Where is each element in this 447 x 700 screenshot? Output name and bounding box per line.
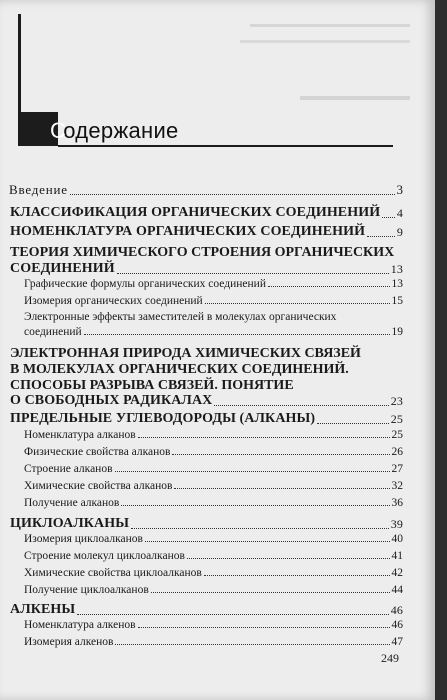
title-first-letter: С: [50, 118, 67, 143]
toc-subtitle: соединений: [24, 326, 82, 338]
toc-page: 46: [390, 603, 403, 617]
leader-dots: [115, 471, 390, 472]
leader-dots: [131, 528, 389, 529]
toc-entry-electronic[interactable]: [10, 393, 403, 409]
toc-subentry[interactable]: [24, 497, 403, 509]
toc-page: 41: [391, 550, 403, 562]
toc-page: 27: [391, 463, 403, 475]
toc-entry-theory[interactable]: [10, 261, 403, 277]
toc-page: 3: [396, 182, 403, 197]
toc-entry-alkanes[interactable]: [10, 411, 403, 427]
toc-entry-nomenclature[interactable]: [10, 224, 403, 240]
leader-dots: [172, 454, 389, 455]
toc-page: 23: [390, 394, 403, 408]
toc-subentry[interactable]: [24, 295, 403, 307]
toc-subtitle: Изомерия органических соединений: [24, 295, 203, 307]
toc-page: 26: [391, 446, 403, 458]
toc-subtitle: Получение циклоалканов: [24, 584, 149, 596]
toc-entry-electronic-line1[interactable]: ЭЛЕКТРОННАЯ ПРИРОДА ХИМИЧЕСКИХ СВЯЗЕЙ: [10, 346, 361, 361]
toc-page: 32: [391, 480, 403, 492]
leader-dots: [138, 437, 390, 438]
leader-dots: [205, 303, 390, 304]
toc-page: 39: [390, 517, 403, 531]
leader-dots: [145, 541, 390, 542]
leader-dots: [174, 488, 389, 489]
toc-subentry[interactable]: [24, 480, 403, 492]
bleed-through-mark: [250, 24, 410, 27]
toc-title: АЛКЕНЫ: [10, 602, 76, 617]
toc-subentry[interactable]: [24, 326, 403, 338]
toc-subtitle: Физические свойства алканов: [24, 446, 171, 458]
title-rest: одержание: [63, 118, 179, 143]
leader-dots: [187, 558, 390, 559]
toc-subtitle: Изомерия алкенов: [24, 636, 114, 648]
leader-dots: [115, 644, 389, 645]
toc-subentry[interactable]: [24, 429, 403, 441]
leader-dots: [84, 334, 390, 335]
toc-subentry-line1[interactable]: Электронные эффекты заместителей в молекулах органических: [24, 311, 337, 323]
leader-dots: [70, 194, 395, 195]
toc-page: 47: [391, 636, 403, 648]
toc-subtitle: Графические формулы органических соединений: [24, 278, 266, 290]
toc-subentry[interactable]: [24, 584, 403, 596]
toc-subtitle: Номенклатура алкенов: [24, 619, 136, 631]
toc-page: 36: [391, 497, 403, 509]
leader-dots: [77, 614, 389, 615]
toc-title: НОМЕНКЛАТУРА ОРГАНИЧЕСКИХ СОЕДИНЕНИЙ: [10, 224, 366, 239]
toc-subtitle: Химические свойства алканов: [24, 480, 173, 492]
bleed-through-mark: [240, 40, 410, 43]
toc-entry-classification[interactable]: [10, 205, 403, 221]
toc-subentry[interactable]: [24, 619, 403, 631]
toc-page: 13: [391, 278, 403, 290]
toc-subtitle: Строение молекул циклоалканов: [24, 550, 185, 562]
toc-subtitle: Строение алканов: [24, 463, 113, 475]
toc-entry-alkenes[interactable]: [10, 602, 403, 618]
toc-subentry[interactable]: [24, 278, 403, 290]
toc-subtitle: Номенклатура алканов: [24, 429, 136, 441]
toc-page: 9: [396, 225, 403, 239]
toc-subtitle: Изомерия циклоалканов: [24, 533, 143, 545]
toc-subentry[interactable]: [24, 533, 403, 545]
toc-entry-intro[interactable]: [9, 182, 403, 198]
toc-page: 13: [390, 262, 403, 276]
toc-page: 25: [391, 429, 403, 441]
header-underline: [58, 145, 393, 147]
toc-page: 44: [391, 584, 403, 596]
page-title: [47, 118, 179, 144]
toc-subentry[interactable]: [24, 567, 403, 579]
bleed-through-mark: [300, 96, 410, 100]
leader-dots: [214, 405, 388, 406]
leader-dots: [367, 236, 395, 237]
toc-entry-theory-line1[interactable]: ТЕОРИЯ ХИМИЧЕСКОГО СТРОЕНИЯ ОРГАНИЧЕСКИХ: [10, 245, 395, 260]
toc-subtitle: Получение алканов: [24, 497, 120, 509]
toc-subentry[interactable]: [24, 463, 403, 475]
toc-subentry[interactable]: [24, 446, 403, 458]
leader-dots: [138, 627, 390, 628]
toc-entry-electronic-line3[interactable]: СПОСОБЫ РАЗРЫВА СВЯЗЕЙ. ПОНЯТИЕ: [10, 378, 294, 393]
leader-dots: [204, 575, 390, 576]
toc-page: 40: [391, 533, 403, 545]
leader-dots: [268, 286, 390, 287]
toc-title: О СВОБОДНЫХ РАДИКАЛАХ: [10, 393, 213, 408]
leader-dots: [117, 273, 389, 274]
toc-subtitle: Химические свойства циклоалканов: [24, 567, 202, 579]
toc-page: 25: [390, 412, 403, 426]
toc-page: 4: [396, 206, 403, 220]
leader-dots: [382, 217, 395, 218]
toc-title: ПРЕДЕЛЬНЫЕ УГЛЕВОДОРОДЫ (АЛКАНЫ): [10, 411, 316, 426]
toc-page: 19: [391, 326, 403, 338]
toc-title: ЦИКЛОАЛКАНЫ: [10, 516, 130, 531]
toc-title: КЛАССИФИКАЦИЯ ОРГАНИЧЕСКИХ СОЕДИНЕНИЙ: [10, 205, 381, 220]
page-number: 249: [381, 651, 399, 665]
toc-title: Введение: [9, 182, 68, 197]
leader-dots: [151, 592, 390, 593]
toc-page: 46: [391, 619, 403, 631]
toc-subentry[interactable]: [24, 550, 403, 562]
toc-entry-electronic-line2[interactable]: В МОЛЕКУЛАХ ОРГАНИЧЕСКИХ СОЕДИНЕНИЙ.: [10, 362, 349, 377]
toc-entry-cycloalkanes[interactable]: [10, 516, 403, 532]
leader-dots: [121, 505, 389, 506]
toc-title: СОЕДИНЕНИЙ: [10, 261, 115, 276]
leader-dots: [317, 423, 389, 424]
toc-page: 15: [391, 295, 403, 307]
toc-subentry[interactable]: [24, 636, 403, 648]
toc-page: 42: [391, 567, 403, 579]
